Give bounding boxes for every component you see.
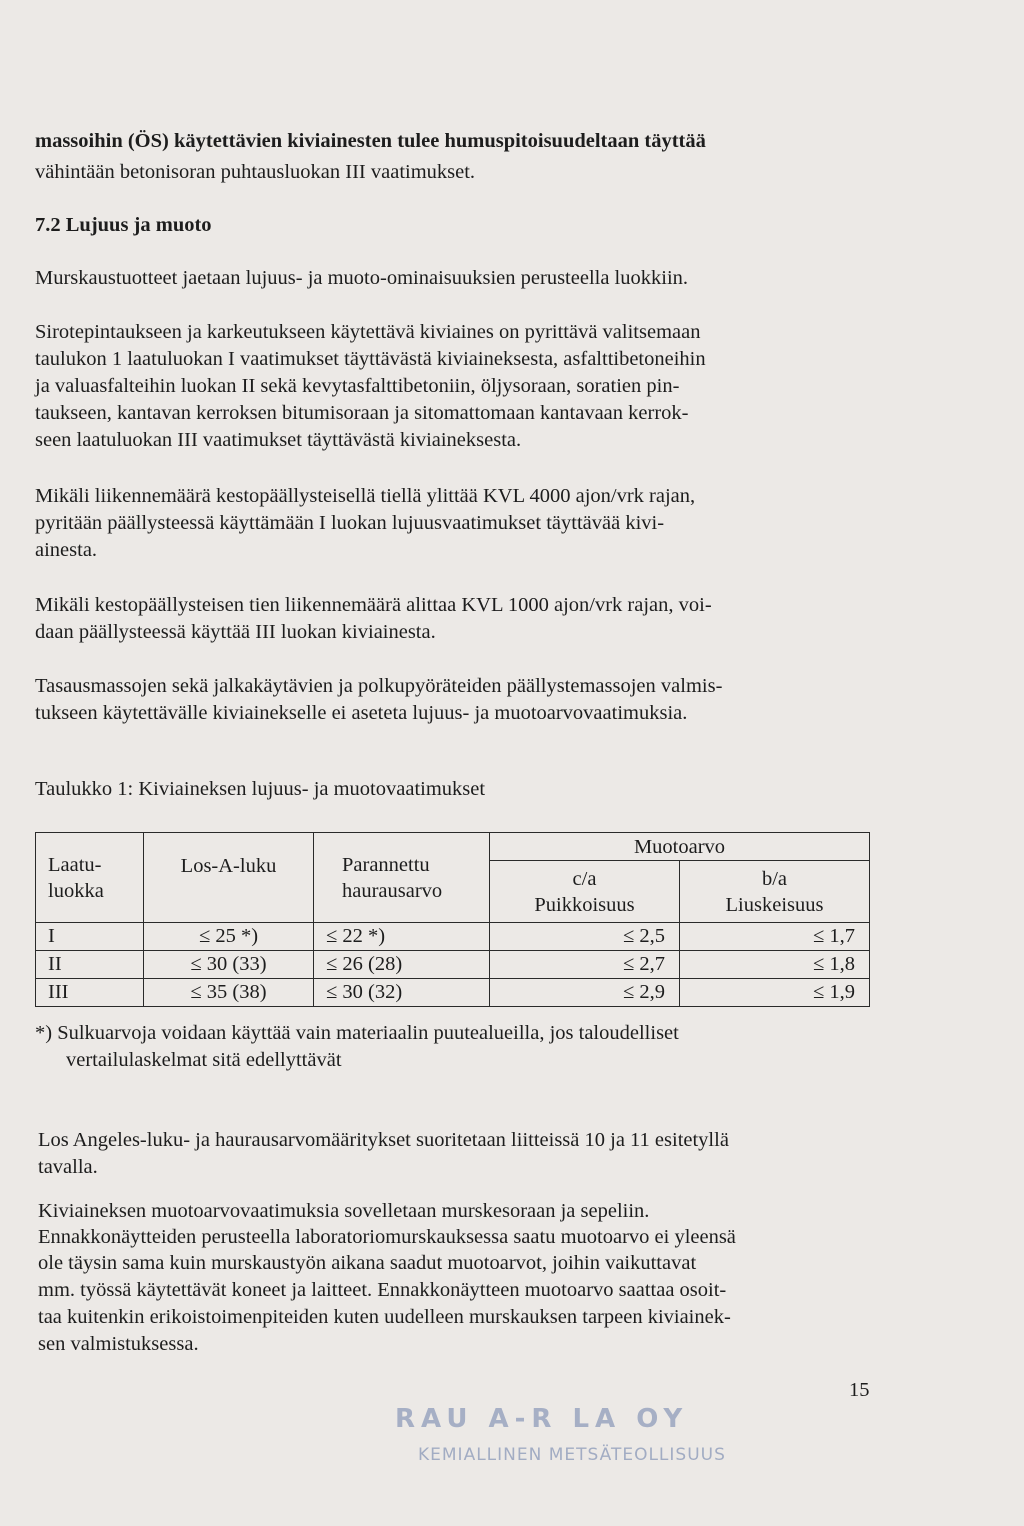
paragraph-7-line-2: Ennakkonäytteiden perusteella laboratoriomurskauksessa saatu muotoarvo ei yleensä [38, 1226, 736, 1248]
paragraph-4-line-1: Mikäli kestopäällysteisen tien liikennemäärä alittaa KVL 1000 ajon/vrk rajan, voi- [35, 594, 712, 616]
paragraph-2-line-4: taukseen, kantavan kerroksen bitumisoraan ja sitomattomaan kantavaan kerrok- [35, 402, 689, 424]
header-ca: c/a Puikkoisuus [490, 861, 680, 923]
cell-brittleness: ≤ 22 *) [314, 923, 490, 951]
paragraph-2-line-1: Sirotepintaukseen ja karkeutukseen käytettävä kiviaines on pyrittävä valitsemaan [35, 321, 701, 343]
table-footnote-line-1: *) Sulkuarvoja voidaan käyttää vain materiaalin puutealueilla, jos taloudelliset [35, 1022, 679, 1044]
paragraph-3-line-3: ainesta. [35, 539, 98, 561]
paragraph-2-line-2: taulukon 1 laatuluokan I vaatimukset täyttävästä kiviaineksesta, asfalttibetoneihin [35, 348, 706, 370]
table-row [36, 923, 870, 951]
section-heading: 7.2 Lujuus ja muoto [35, 214, 212, 236]
cell-brittleness: ≤ 30 (32) [314, 979, 490, 1007]
paragraph-6-line-1: Los Angeles-luku- ja haurausarvomääritykset suoritetaan liitteissä 10 ja 11 esitetyllä [38, 1129, 729, 1151]
table-header-row-1 [36, 833, 870, 861]
table-row [36, 951, 870, 979]
cell-class: III [36, 979, 144, 1007]
table-row [36, 979, 870, 1007]
header-shape-value: Muotoarvo [490, 833, 870, 861]
paragraph-3-line-2: pyritään päällysteessä käyttämään I luokan lujuusvaatimukset täyttävää kivi- [35, 512, 665, 534]
paragraph-3-line-1: Mikäli liikennemäärä kestopäällysteisellä tiellä ylittää KVL 4000 ajon/vrk rajan, [35, 485, 696, 507]
header-brittleness: Parannettu haurausarvo [314, 833, 490, 923]
stamp-company-subtitle: KEMIALLINEN METSÄTEOLLISUUS [418, 1445, 726, 1465]
intro-line-2: vähintään betonisoran puhtausluokan III vaatimukset. [35, 161, 476, 183]
paragraph-5-line-1: Tasausmassojen sekä jalkakäytävien ja polkupyöräteiden päällystemassojen valmis- [35, 675, 723, 697]
cell-ca: ≤ 2,5 [490, 923, 680, 951]
paragraph-2-line-3: ja valuasfalteihin luokan II sekä kevytasfalttibetoniin, öljysoraan, soratien pin- [35, 375, 680, 397]
paragraph-6-line-2: tavalla. [38, 1156, 98, 1178]
header-quality-class: Laatu- luokka [36, 833, 144, 923]
cell-ba: ≤ 1,7 [680, 923, 870, 951]
paragraph-1: Murskaustuotteet jaetaan lujuus- ja muoto-ominaisuuksien perusteella luokkiin. [35, 267, 689, 289]
cell-los-a: ≤ 30 (33) [144, 951, 314, 979]
table-caption: Taulukko 1: Kiviaineksen lujuus- ja muotovaatimukset [35, 778, 486, 800]
paragraph-7-line-5: taa kuitenkin erikoistoimenpiteiden kuten uudelleen murskauksen tarpeen kiviainek- [38, 1306, 731, 1328]
cell-class: I [36, 923, 144, 951]
paragraph-7-line-6: sen valmistuksessa. [38, 1333, 199, 1355]
cell-ca: ≤ 2,9 [490, 979, 680, 1007]
cell-ca: ≤ 2,7 [490, 951, 680, 979]
cell-ba: ≤ 1,8 [680, 951, 870, 979]
cell-los-a: ≤ 35 (38) [144, 979, 314, 1007]
paragraph-5-line-2: tukseen käytettävälle kiviainekselle ei aseteta lujuus- ja muotoarvovaatimuksia. [35, 702, 688, 724]
paragraph-4-line-2: daan päällysteessä käyttää III luokan kiviainesta. [35, 621, 436, 643]
header-los-a: Los-A-luku [144, 833, 314, 923]
page-number: 15 [849, 1379, 870, 1401]
intro-line-1: massoihin (ÖS) käytettävien kiviainesten tulee humuspitoisuudeltaan täyttää [35, 130, 706, 152]
paragraph-7-line-4: mm. työssä käytettävät koneet ja laitteet. Ennakkonäytteen muotoarvo saattaa osoit- [38, 1279, 727, 1301]
requirements-table [35, 832, 870, 1007]
cell-ba: ≤ 1,9 [680, 979, 870, 1007]
table-footnote-line-2: vertailulaskelmat sitä edellyttävät [66, 1049, 342, 1071]
cell-class: II [36, 951, 144, 979]
paragraph-7-line-1: Kiviaineksen muotoarvovaatimuksia sovelletaan murskesoraan ja sepeliin. [38, 1200, 650, 1222]
cell-los-a: ≤ 25 *) [144, 923, 314, 951]
cell-brittleness: ≤ 26 (28) [314, 951, 490, 979]
paragraph-2-line-5: seen laatuluokan III vaatimukset täyttävästä kiviaineksesta. [35, 429, 522, 451]
header-ba: b/a Liuskeisuus [680, 861, 870, 923]
paragraph-7-line-3: ole täysin sama kuin murskaustyön aikana saadut muotoarvot, joihin vaikuttavat [38, 1252, 697, 1274]
stamp-company-name: RAU A-R LA OY [395, 1404, 689, 1434]
